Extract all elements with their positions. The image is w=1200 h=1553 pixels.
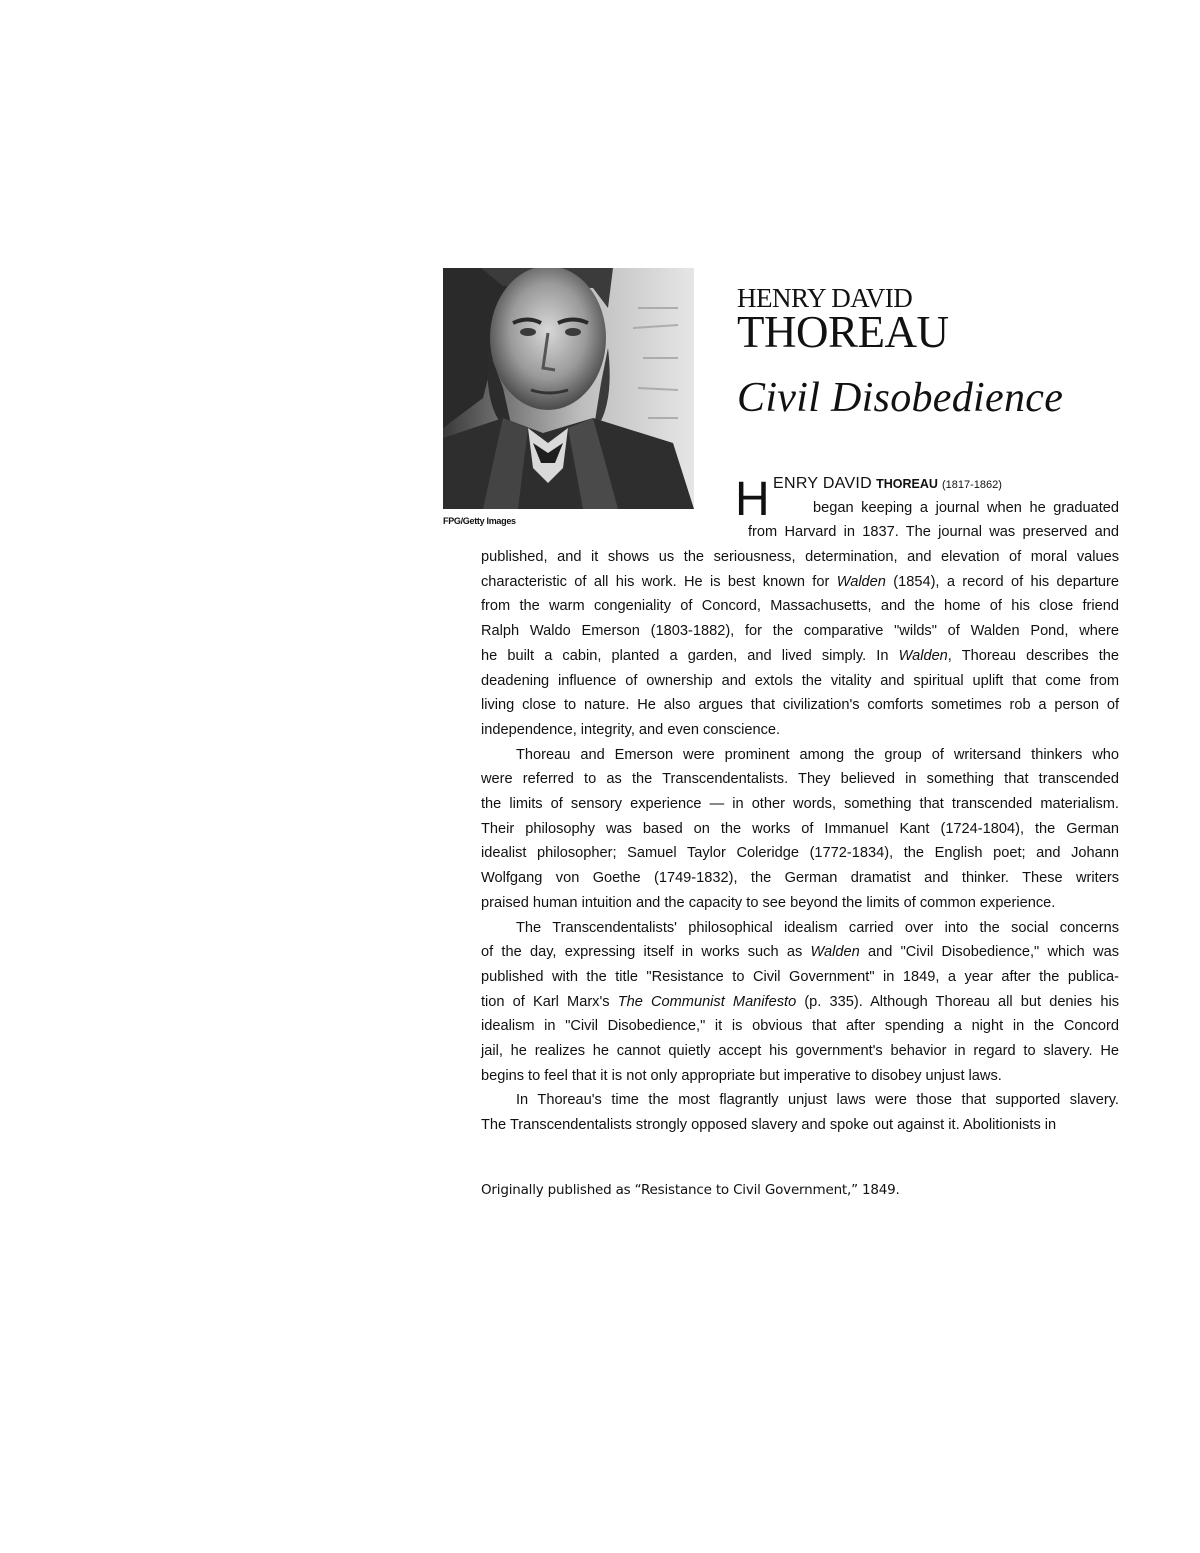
bio-text-line: Wolfgang von Goethe (1749-1832), the German dramatist and thinker. These writers <box>481 870 1119 887</box>
publication-footnote: Originally published as “Resistance to Civil Government,” 1849. <box>481 1182 900 1198</box>
work-title: Civil Disobedience <box>737 375 1064 421</box>
bio-text-line: begins to feel that it is not only appropriate but imperative to disobey unjust laws. <box>481 1067 1002 1084</box>
bio-text-line: characteristic of all his work. He is best known for Walden (1854), a record of his departure <box>481 573 1119 590</box>
bio-text-line: he built a cabin, planted a garden, and lived simply. In Walden, Thoreau describes the <box>481 647 1120 664</box>
italic-title: The Communist Manifesto <box>617 993 797 1010</box>
bio-text-line: idealist philosopher; Samuel Taylor Coleridge (1772-1834), the English poet; and Johann <box>481 845 1119 862</box>
bio-text-line: the limits of sensory experience — in other words, something that transcended materialism. <box>481 796 1119 813</box>
bio-text-line: were referred to as the Transcendentalists. They believed in something that transcended <box>481 771 1119 788</box>
bio-text-line: published, and it shows us the seriousness, determination, and elevation of moral values <box>481 549 1119 565</box>
bio-surname: THOREAU <box>876 477 938 491</box>
author-portrait <box>443 268 694 509</box>
bio-text-line: living close to nature. He also argues that civilization's comforts sometimes rob a person of <box>481 697 1119 714</box>
bio-text-line: The Transcendentalists' philosophical idealism carried over into the social concerns <box>516 919 1119 936</box>
bio-text-line: independence, integrity, and even conscience. <box>481 721 781 738</box>
bio-text-line: of the day, expressing itself in works such as Walden and "Civil Disobedience," which was <box>481 944 1119 961</box>
bio-text-line: deadening influence of ownership and extols the vitality and spiritual uplift that come from <box>481 672 1119 689</box>
bio-text-line: jail, he realizes he cannot quietly accept his government's behavior in regard to slavery. He <box>481 1043 1119 1060</box>
bio-line-2: began keeping a journal when he graduated <box>813 500 1119 516</box>
italic-title: Walden <box>898 647 948 664</box>
bio-text-line: praised human intuition and the capacity to see beyond the limits of common experience. <box>481 894 1056 911</box>
author-last-name: THOREAU <box>737 307 949 357</box>
bio-text-line: idealism in "Civil Disobedience," it is obvious that after spending a night in the Concord <box>481 1018 1119 1035</box>
bio-text-line: Ralph Waldo Emerson (1803-1882), for the comparative "wilds" of Walden Pond, where <box>481 623 1119 640</box>
bio-line-1 <box>773 472 1045 498</box>
photo-credit: FPG/Getty Images <box>443 516 516 526</box>
bio-text-line: Thoreau and Emerson were prominent among the group of writersand thinkers who <box>516 746 1119 763</box>
author-first-name: HENRY DAVID <box>737 283 913 313</box>
bio-text-line: In Thoreau's time the most flagrantly unjust laws were those that supported slavery. <box>516 1092 1119 1109</box>
portrait-image <box>443 268 694 509</box>
italic-title: Walden <box>810 944 860 961</box>
bio-text-line: published with the title "Resistance to Civil Government" in 1849, a year after the publica- <box>481 968 1119 985</box>
bio-text-line: The Transcendentalists strongly opposed slavery and spoke out against it. Abolitionists in <box>481 1117 1057 1134</box>
italic-title: Walden <box>836 573 886 590</box>
bio-dates: (1817-1862) <box>941 479 1002 491</box>
bio-name-part: ENRY DAVID <box>773 475 873 492</box>
bio-text-line: from the warm congeniality of Concord, Massachusetts, and the home of his close friend <box>481 598 1119 615</box>
bio-text-line: Their philosophy was based on the works of Immanuel Kant (1724-1804), the German <box>481 820 1119 837</box>
bio-body <box>481 545 1119 1138</box>
bio-line-3: from Harvard in 1837. The journal was preserved and <box>748 524 1119 540</box>
drop-cap: H <box>735 473 770 526</box>
bio-text-line: tion of Karl Marx's The Communist Manifesto (p. 335). Although Thoreau all but denies his <box>481 993 1119 1010</box>
